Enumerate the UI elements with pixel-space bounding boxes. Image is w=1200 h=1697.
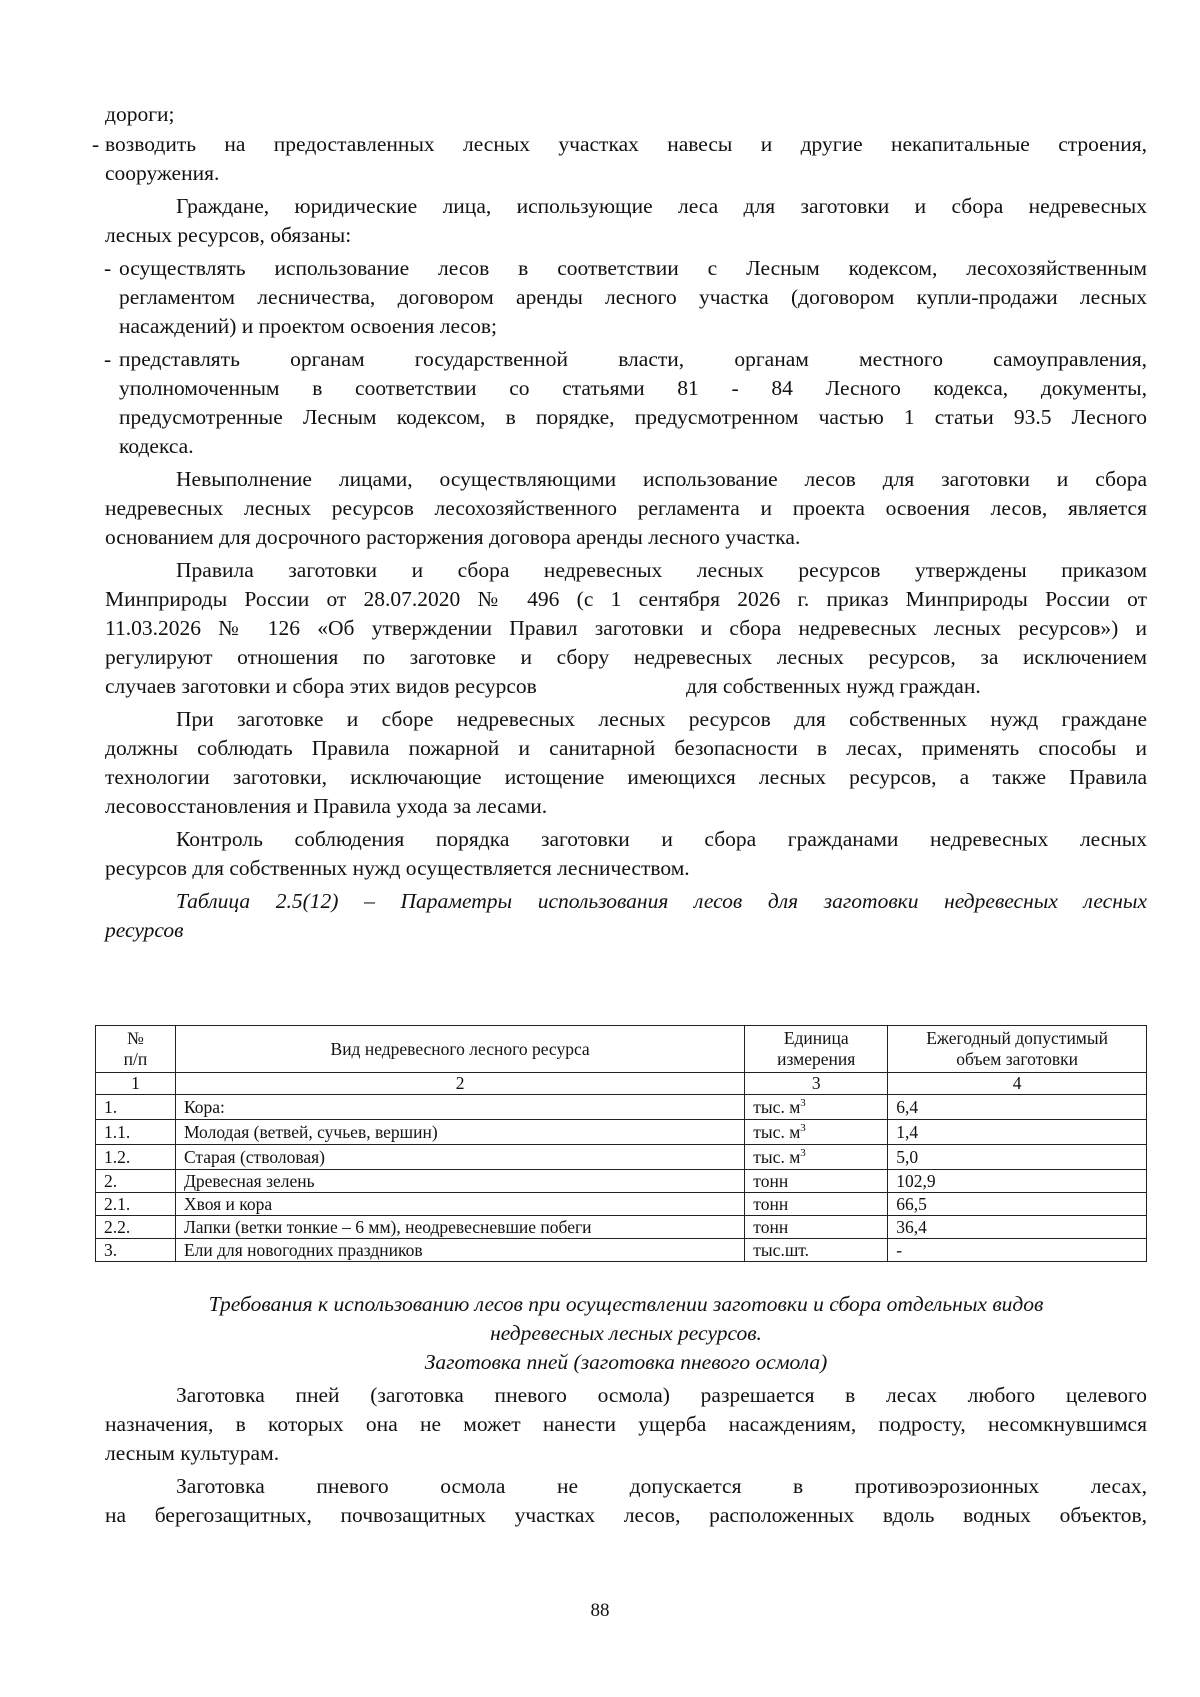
unit: тыс. $м^3$ bbox=[745, 1095, 888, 1120]
unit: тонн bbox=[745, 1216, 888, 1239]
text-line: дороги; bbox=[105, 102, 175, 126]
column-number: 4 bbox=[888, 1073, 1147, 1095]
text-line: лесным культурам. bbox=[105, 1441, 280, 1465]
table-row bbox=[96, 1216, 1147, 1239]
table-caption: ресурсов bbox=[105, 918, 184, 942]
text-line: кодекса. bbox=[119, 434, 194, 458]
text-line: Правила заготовки и сбора недревесных лесных ресурсов утверждены приказом bbox=[176, 558, 1147, 582]
header-cell: Ежегодный допустимый объем заготовки bbox=[888, 1026, 1147, 1073]
text-line: основанием для досрочного расторжения договора аренды лесного участка. bbox=[105, 525, 801, 549]
row-number: 3. bbox=[96, 1239, 176, 1262]
volume: 5,0 bbox=[888, 1145, 1147, 1170]
text-line: 11.03.2026 № 126 «Об утверждении Правил заготовки и сбора недревесных лесных ресурсов») и bbox=[105, 616, 1147, 640]
column-number: 1 bbox=[96, 1073, 176, 1095]
column-number: 2 bbox=[175, 1073, 744, 1095]
text-line: сооружения. bbox=[105, 161, 220, 185]
header-cell: Вид недревесного лесного ресурса bbox=[175, 1026, 744, 1073]
text-line: назначения, в которых она не может нанести ущерба насаждениям, подросту, несомкнувшимся bbox=[105, 1412, 1147, 1436]
resource-name: Молодая (ветвей, сучьев, вершин) bbox=[175, 1120, 744, 1145]
list-bullet: - bbox=[104, 347, 112, 371]
resources-table bbox=[95, 1025, 1147, 1262]
unit: тонн bbox=[745, 1170, 888, 1193]
page-number: 88 bbox=[590, 1600, 610, 1621]
list-bullet: - bbox=[104, 256, 112, 280]
text-line: возводить на предоставленных лесных участках навесы и другие некапитальные строения, bbox=[105, 132, 1147, 156]
table-row bbox=[96, 1170, 1147, 1193]
resource-name: Кора: bbox=[175, 1095, 744, 1120]
table-header-row bbox=[96, 1026, 1147, 1073]
volume: 6,4 bbox=[888, 1095, 1147, 1120]
resource-name: Старая (стволовая) bbox=[175, 1145, 744, 1170]
text-line: представлять органам государственной власти, органам местного самоуправления, bbox=[119, 347, 1147, 371]
text-line: Минприроды России от 28.07.2020 № 496 (с 1 сентября 2026 г. приказ Минприроды России от bbox=[105, 587, 1147, 611]
text-line: технологии заготовки, исключающие истощение имеющихся лесных ресурсов, а также Правила bbox=[105, 765, 1147, 789]
table-row bbox=[96, 1239, 1147, 1262]
resource-name: Лапки (ветки тонкие – 6 мм), неодревесневшие побеги bbox=[175, 1216, 744, 1239]
header-cell: № п/п bbox=[96, 1026, 176, 1073]
table-row bbox=[96, 1095, 1147, 1120]
row-number: 1.1. bbox=[96, 1120, 176, 1145]
text-line: Заготовка пневого осмола не допускается в противоэрозионных лесах, bbox=[176, 1474, 1147, 1498]
text-line: предусмотренные Лесным кодексом, в порядке, предусмотренном частью 1 статьи 93.5 Лесного bbox=[119, 405, 1147, 429]
row-number: 2. bbox=[96, 1170, 176, 1193]
volume: - bbox=[888, 1239, 1147, 1262]
section-subheading: Заготовка пней (заготовка пневого осмола) bbox=[424, 1350, 828, 1374]
table-row bbox=[96, 1145, 1147, 1170]
section-heading: Требования к использованию лесов при осуществлении заготовки и сбора отдельных видов bbox=[208, 1292, 1044, 1316]
volume: 66,5 bbox=[888, 1193, 1147, 1216]
text-line: недревесных лесных ресурсов лесохозяйственного регламента и проекта освоения лесов, является bbox=[105, 496, 1147, 520]
text-line: регулируют отношения по заготовке и сбору недревесных лесных ресурсов, за исключением bbox=[105, 645, 1147, 669]
volume: 36,4 bbox=[888, 1216, 1147, 1239]
text-line: Невыполнение лицами, осуществляющими использование лесов для заготовки и сбора bbox=[176, 467, 1147, 491]
text-line: лесовосстановления и Правила ухода за лесами. bbox=[105, 794, 548, 818]
text-line: Граждане, юридические лица, использующие леса для заготовки и сбора недревесных bbox=[176, 194, 1147, 218]
text-line: уполномоченным в соответствии со статьями 81 - 84 Лесного кодекса, документы, bbox=[119, 376, 1147, 400]
text-line: насаждений) и проектом освоения лесов; bbox=[119, 314, 497, 338]
unit: тонн bbox=[745, 1193, 888, 1216]
text-line: лесных ресурсов, обязаны: bbox=[105, 223, 352, 247]
resource-name: Древесная зелень bbox=[175, 1170, 744, 1193]
table-row bbox=[96, 1193, 1147, 1216]
text-line: При заготовке и сборе недревесных лесных ресурсов для собственных нужд граждане bbox=[176, 707, 1147, 731]
table-caption: Таблица 2.5(12) – Параметры использования лесов для заготовки недревесных лесных bbox=[176, 889, 1147, 913]
header-cell: Единица измерения bbox=[745, 1026, 888, 1073]
text-line: ресурсов для собственных нужд осуществляется лесничеством. bbox=[105, 856, 690, 880]
text-line: осуществлять использование лесов в соответствии с Лесным кодексом, лесохозяйственным bbox=[119, 256, 1147, 280]
list-bullet: - bbox=[92, 132, 100, 156]
resource-name: Хвоя и кора bbox=[175, 1193, 744, 1216]
text-line: Заготовка пней (заготовка пневого осмола) разрешается в лесах любого целевого bbox=[176, 1383, 1147, 1407]
text-line: на берегозащитных, почвозащитных участках лесов, расположенных вдоль водных объектов, bbox=[105, 1503, 1147, 1527]
column-number: 3 bbox=[745, 1073, 888, 1095]
unit: тыс. $м^3$ bbox=[745, 1120, 888, 1145]
volume: 102,9 bbox=[888, 1170, 1147, 1193]
table-colnum-row bbox=[96, 1073, 1147, 1095]
row-number: 2.2. bbox=[96, 1216, 176, 1239]
text-line: должны соблюдать Правила пожарной и санитарной безопасности в лесах, применять способы и bbox=[105, 736, 1147, 760]
unit: тыс.шт. bbox=[745, 1239, 888, 1262]
text-line: регламентом лесничества, договором аренды лесного участка (договором купли-продажи лесных bbox=[119, 285, 1147, 309]
resource-name: Ели для новогодних праздников bbox=[175, 1239, 744, 1262]
volume: 1,4 bbox=[888, 1120, 1147, 1145]
text-line: для собственных нужд граждан. bbox=[686, 674, 981, 698]
row-number: 1.2. bbox=[96, 1145, 176, 1170]
text-line: случаев заготовки и сбора этих видов ресурсов bbox=[105, 674, 537, 698]
text-line: Контроль соблюдения порядка заготовки и сбора гражданами недревесных лесных bbox=[176, 827, 1147, 851]
section-heading: недревесных лесных ресурсов. bbox=[490, 1321, 762, 1345]
table-row bbox=[96, 1120, 1147, 1145]
row-number: 1. bbox=[96, 1095, 176, 1120]
row-number: 2.1. bbox=[96, 1193, 176, 1216]
unit: тыс. $м^3$ bbox=[745, 1145, 888, 1170]
